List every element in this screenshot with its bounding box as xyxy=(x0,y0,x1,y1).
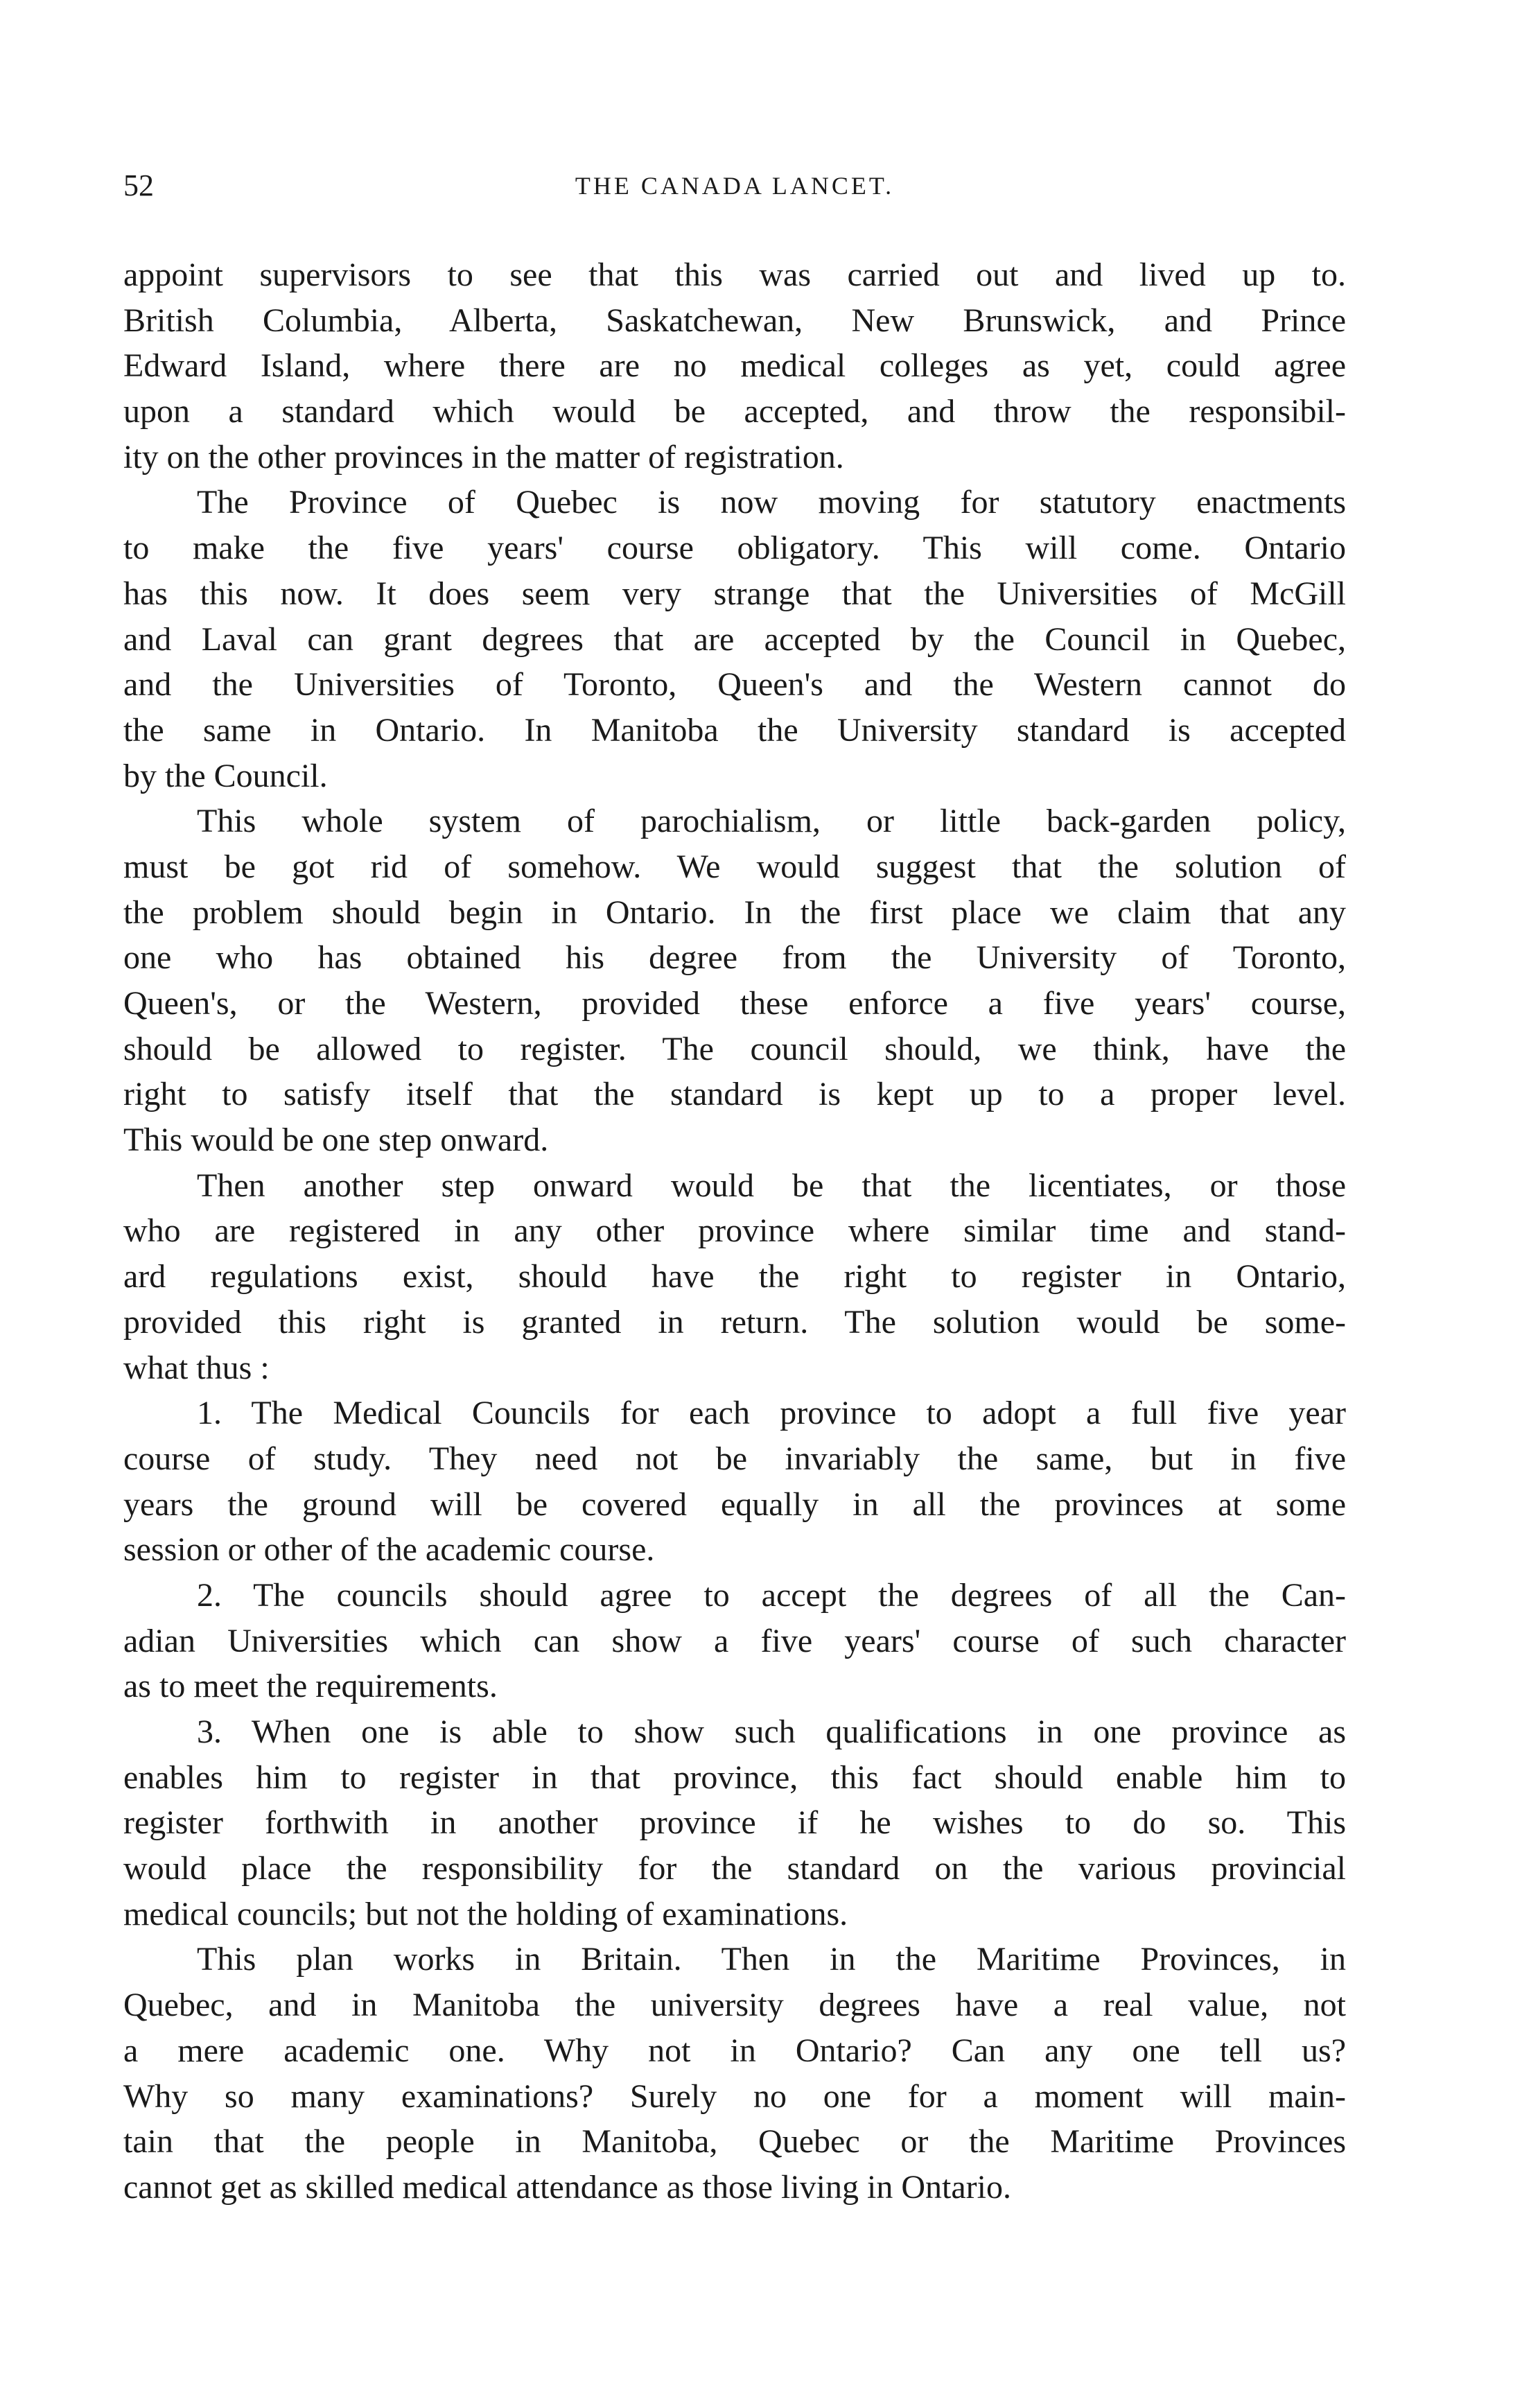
text-line: Queen's, or the Western, provided these enforce a five years' course, xyxy=(123,985,1346,1022)
text-line: who are registered in any other province where similar time and stand- xyxy=(123,1212,1346,1250)
list-item-line: 2. The councils should agree to accept the degrees of all the Can- xyxy=(197,1576,1346,1614)
page-number: 52 xyxy=(123,168,154,202)
text-line: This whole system of parochialism, or little back-garden policy, xyxy=(197,803,1346,840)
text-line: what thus : xyxy=(123,1349,270,1386)
article-text xyxy=(123,252,1346,2210)
text-line: right to satisfy itself that the standard is kept up to a proper level. xyxy=(123,1076,1346,1113)
list-item-line: enables him to register in that province, this fact should enable him to xyxy=(123,1759,1346,1796)
text-line: must be got rid of somehow. We would suggest that the solution of xyxy=(123,848,1346,885)
text-line: This plan works in Britain. Then in the Maritime Provinces, in xyxy=(197,1941,1346,1978)
text-line: ard regulations exist, should have the right to register in Ontario, xyxy=(123,1258,1346,1295)
text-line: tain that the people in Manitoba, Quebec or the Maritime Provinces xyxy=(123,2123,1346,2161)
text-line: The Province of Quebec is now moving for statutory enactments xyxy=(197,484,1346,521)
text-line: British Columbia, Alberta, Saskatchewan, New Brunswick, and Prince xyxy=(123,302,1346,339)
list-item-line: years the ground will be covered equally in all the provinces at some xyxy=(123,1485,1346,1523)
text-line: ity on the other provinces in the matter of registration. xyxy=(123,438,844,476)
text-line: the problem should begin in Ontario. In the first place we claim that any xyxy=(123,893,1346,931)
text-line: provided this right is granted in return. The solution would be some- xyxy=(123,1303,1346,1341)
list-item-line: 3. When one is able to show such qualifications in one province as xyxy=(197,1713,1346,1750)
list-item-line: register forthwith in another province if he wishes to do so. This xyxy=(123,1804,1346,1842)
text-line: Then another step onward would be that the licentiates, or those xyxy=(197,1167,1346,1204)
list-item-line: course of study. They need not be invariably the same, but in five xyxy=(123,1440,1346,1477)
list-item-line: 1. The Medical Councils for each province to adopt a full five year xyxy=(197,1395,1346,1432)
text-line: and Laval can grant degrees that are accepted by the Council in Quebec, xyxy=(123,620,1346,658)
text-line: to make the five years' course obligatory. This will come. Ontario xyxy=(123,530,1346,567)
text-line: Quebec, and in Manitoba the university degrees have a real value, not xyxy=(123,1987,1346,2024)
running-title: THE CANADA LANCET. xyxy=(575,172,895,200)
text-line: should be allowed to register. The council should, we think, have the xyxy=(123,1030,1346,1067)
text-line: and the Universities of Toronto, Queen's and the Western cannot do xyxy=(123,666,1346,704)
list-item-line: session or other of the academic course. xyxy=(123,1531,655,1569)
text-line: a mere academic one. Why not in Ontario? Can any one tell us? xyxy=(123,2032,1346,2069)
text-line: appoint supervisors to see that this was carried out and lived up to. xyxy=(123,256,1346,293)
text-line: Why so many examinations? Surely no one for a moment will main- xyxy=(123,2077,1346,2115)
text-line: This would be one step onward. xyxy=(123,1122,549,1159)
text-line: Edward Island, where there are no medical colleges as yet, could agree xyxy=(123,347,1346,385)
page-header xyxy=(123,165,1346,207)
text-line: by the Council. xyxy=(123,757,328,794)
list-item-line: medical councils; but not the holding of examinations. xyxy=(123,1895,848,1932)
list-item-line: would place the responsibility for the standard on the various provincial xyxy=(123,1850,1346,1887)
list-item-line: as to meet the requirements. xyxy=(123,1668,498,1705)
text-line: upon a standard which would be accepted, and throw the responsibil- xyxy=(123,393,1346,430)
list-item-line: adian Universities which can show a five years' course of such character xyxy=(123,1622,1346,1659)
text-line: the same in Ontario. In Manitoba the University standard is accepted xyxy=(123,711,1346,749)
text-line: has this now. It does seem very strange that the Universities of McGill xyxy=(123,575,1346,612)
text-line: one who has obtained his degree from the University of Toronto, xyxy=(123,939,1346,977)
text-line: cannot get as skilled medical attendance as those living in Ontario. xyxy=(123,2168,1011,2206)
